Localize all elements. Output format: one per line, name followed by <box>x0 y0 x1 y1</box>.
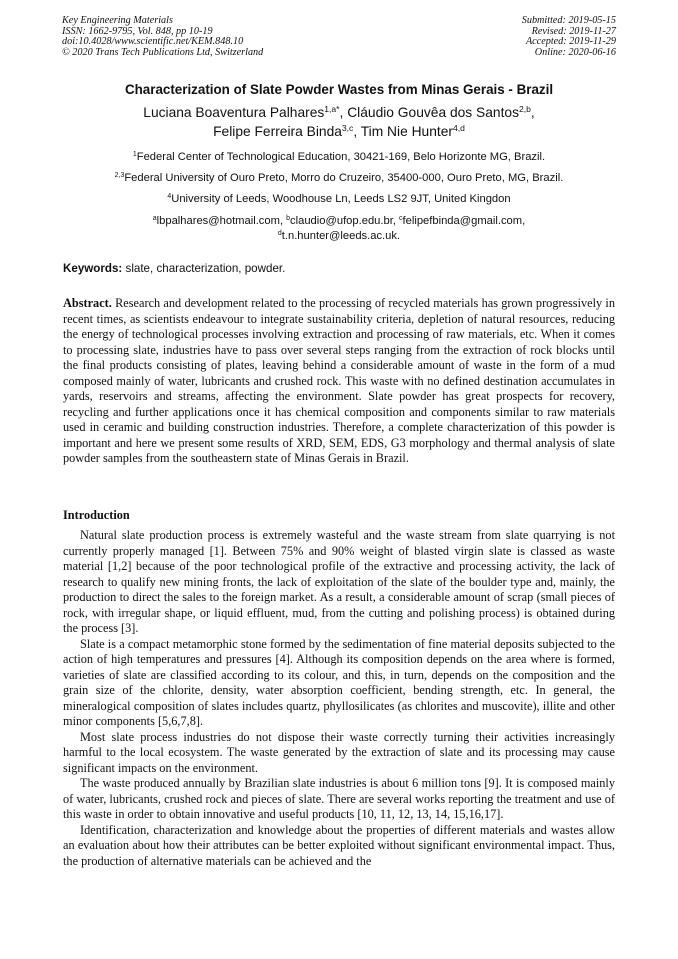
email-address[interactable]: claudio@ufop.edu.br <box>290 215 393 227</box>
author-affiliation-mark: 2,b <box>519 103 531 114</box>
paragraph: Natural slate production process is extremely wasteful and the waste stream from slate quarrying is not currently properly managed [1]. Between 75% and 90% weight of blasted virgin slate is classed as waste material [1,2] because of the poor technological profile of the extractive and processing activity, the lack of research to qualify new mining fronts, the lack of exploitation of the slate of the boulder type and, mainly, the production to direct the sales to the foreign market. As a result, a considerable amount of scrap (small pieces of rock, with irregular shape, or liquid effluent, mud, from the cutting and polishing process) is obtained during the process [3]. <box>63 528 615 635</box>
journal-copyright: © 2020 Trans Tech Publications Ltd, Switzerland <box>62 46 264 58</box>
email-line-2 <box>40 229 638 243</box>
affiliation-3 <box>40 192 638 206</box>
email-address[interactable]: lbpalhares@hotmail.com <box>156 215 280 227</box>
paragraph: Most slate process industries do not dispose their waste correctly turning their activities increasingly harmful to the local ecosystem. The waste generated by the extraction of slate and its processing may cause significant impacts on the environment. <box>63 729 615 775</box>
paragraph: Slate is a compact metamorphic stone formed by the sedimentation of fine material deposits subjected to the action of high temperatures and pressures [4]. Although its composition depends on the area where is formed, varieties of slate are classified according to its colour, and this, in turn, depends on the composition and the grain size of the chlorite, density, water absorption coefficient, bending strength, etc. In general, the mineralogical composition of slates includes quartz, phyllosilicates (as chlorites and muscovite), illite and other minor components [5,6,7,8]. <box>63 636 615 728</box>
email-line-1: $^a$lbpalhares@hotmail.com, $^b$claudio@ufop.edu.br, $^c$felipefbinda@gmail.com, <box>152 214 526 227</box>
date-accepted: Accepted: 2019-11-29 <box>525 36 616 48</box>
section-heading-introduction: Introduction <box>63 508 130 522</box>
affiliation-1 <box>40 150 638 164</box>
affiliation-text: Federal Center of Technological Education, 30421-169, Belo Horizonte MG, Brazil. <box>136 151 546 163</box>
paper-title: Characterization of Slate Powder Wastes from Minas Gerais - Brazil <box>124 82 554 97</box>
abstract-label: Abstract. <box>63 296 112 310</box>
keywords <box>63 262 285 275</box>
affiliation-2 <box>40 171 638 185</box>
keywords-text: slate, characterization, powder. <box>125 262 286 275</box>
affiliation-mark: 2,3 <box>114 171 125 179</box>
author-list <box>40 104 638 141</box>
abstract <box>63 296 615 467</box>
author-affiliation-mark: 3,c <box>341 122 354 133</box>
email-address[interactable]: t.n.hunter@leeds.ac.uk. <box>281 230 401 242</box>
affiliation-mark: 1 <box>132 150 137 158</box>
date-online: Online: 2020-06-16 <box>534 46 616 58</box>
introduction-body <box>63 528 615 869</box>
keywords-label: Keywords: <box>63 262 123 275</box>
author-name: Cláudio Gouvêa dos Santos <box>347 105 519 120</box>
date-revised: Revised: 2019-11-27 <box>531 25 616 37</box>
journal-header-left <box>62 16 263 58</box>
author-name: Felipe Ferreira Binda <box>213 123 342 139</box>
paragraph: The waste produced annually by Brazilian slate industries is about 6 million tons [9]. It is composed mainly of water, lubricants, crushed rock and pieces of slate. There are several works reporting the treatment and use of this waste in order to obtain innovative and useful products [10, 11, 12, 13, 14, 15,16,17]. <box>63 776 615 821</box>
paragraph: Identification, characterization and knowledge about the properties of different materials and wastes allow an evaluation about how their attributes can be better exploited without significant environmental impact. Thus, the production of alternative materials can be achieved and the <box>63 822 615 868</box>
email-mark: d <box>277 229 282 237</box>
author-affiliation-mark: 4,d <box>453 122 465 133</box>
email-mark: a <box>152 214 157 222</box>
journal-doi: doi:10.4028/www.scientific.net/KEM.848.10 <box>62 36 244 48</box>
affiliation-text: University of Leeds, Woodhouse Ln, Leeds LS2 9JT, United Kingdon <box>171 193 511 205</box>
journal-issn: ISSN: 1662-9795, Vol. 848, pp 10-19 <box>62 25 213 37</box>
email-mark: c <box>399 214 403 222</box>
abstract-text: Research and development related to the processing of recycled materials has grown progressively in recent times, as scientists endeavour to integrate sustainability criteria, depletion of natural resources, reducing the energy of technological processes involving extraction and processing of raw materials, etc. When it comes to processing slate, industries have to pass over several steps ranging from the extraction of rock blocks until the final products consisting of plates, leaving behind a considerable amount of waste in the form of a mud composed mainly of water, lubricants and crushed rock. This waste with no defined destination accumulates in yards, reservoirs and streams, affecting the environment. Slate powder has great prospects for recovery, recycling and further applications once it has chemical composition and components similar to raw materials used in ceramic and building construction industries. Therefore, a complete characterization of this powder is important and here we present some results of XRD, SEM, EDS, G3 morphology and thermal analysis of slate powder samples from the southeastern state of Minas Gerais in Brazil. <box>63 296 615 465</box>
author-affiliation-mark: 1,a* <box>324 103 340 114</box>
journal-name: Key Engineering Materials <box>62 15 173 26</box>
email-mark: b <box>286 214 291 222</box>
author-name: Luciana Boaventura Palhares <box>143 105 325 120</box>
date-submitted: Submitted: 2019-05-15 <box>521 15 616 26</box>
author-line-2: Felipe Ferreira Binda$^{3,c}$, Tim Nie Hunter$^{4,d}$ <box>213 122 465 139</box>
journal-header-right <box>522 16 616 58</box>
affiliation-mark: 4 <box>167 192 172 200</box>
author-name: Tim Nie Hunter <box>360 123 454 139</box>
email-address[interactable]: felipefbinda@gmail.com <box>402 215 523 227</box>
author-line-1: Luciana Boaventura Palhares$^{1,a*}$, Cláudio Gouvêa dos Santos$^{2,b}$, <box>143 103 535 120</box>
affiliation-text: Federal University of Ouro Preto, Morro do Cruzeiro, 35400-000, Ouro Preto, MG, Brazil. <box>124 172 564 184</box>
